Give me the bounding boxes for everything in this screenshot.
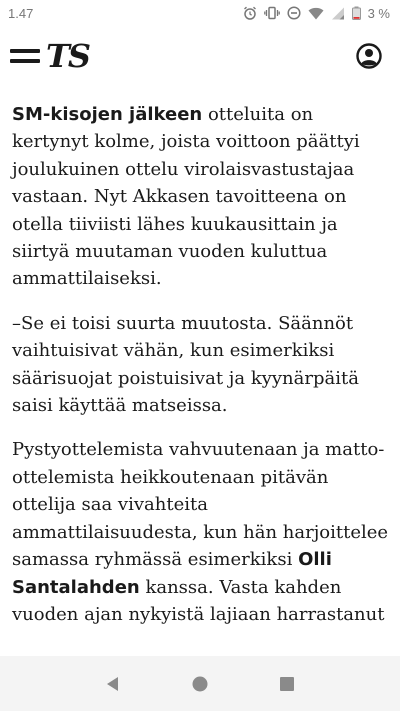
battery-percent: 3 % bbox=[367, 5, 390, 21]
recents-button[interactable] bbox=[267, 664, 307, 704]
status-time: 1.47 bbox=[8, 5, 34, 21]
back-button[interactable] bbox=[93, 664, 133, 704]
status-icons bbox=[243, 6, 390, 21]
app-bar bbox=[0, 26, 400, 86]
paragraph-text: Pystyottelemista vahvuutenaan ja matto-ottelemista heikkoutenaan pitävän ottelija saa vivahteita ammattilaisuudesta, kun hän harjoittelee samassa ryhmässä esimerkiksi bbox=[12, 439, 389, 571]
home-circle-icon bbox=[191, 675, 209, 693]
recents-square-icon bbox=[278, 675, 296, 693]
bold-lead: SM-kisojen jälkeen bbox=[12, 104, 203, 125]
paragraph-text: otteluita on kertynyt kolme, joista voittoon päättyi joulukuinen ottelu virolaisvastustajaa vastaan. Nyt Akkasen tavoitteena on otella tiiviisti lähes kuukausittain ja siirtyä muutaman vuoden kuluttua ammattilaiseksi. bbox=[12, 104, 360, 290]
ts-logo[interactable]: TS bbox=[46, 37, 89, 75]
menu-icon[interactable] bbox=[10, 45, 40, 67]
paragraph-text: kanssa. Vasta kahden vuoden ajan nykyistä lajiaan harrastanut bbox=[12, 576, 385, 625]
article-paragraph-1 bbox=[12, 101, 392, 293]
account-icon[interactable] bbox=[356, 43, 382, 69]
alarm-icon bbox=[243, 6, 257, 20]
do-not-disturb-icon bbox=[287, 6, 301, 20]
back-triangle-icon bbox=[104, 675, 122, 693]
article-body bbox=[12, 101, 392, 645]
article-paragraph-2: –Se ei toisi suurta muutosta. Säännöt vaihtuisivat vähän, kun esimerkiksi säärisuojat poistuisivat ja kyynärpäitä saisi käyttää matseissa. bbox=[12, 312, 359, 417]
vibrate-icon bbox=[264, 6, 280, 20]
battery-icon bbox=[352, 6, 361, 20]
bold-name: Olli Santalahden bbox=[12, 549, 332, 598]
signal-icon bbox=[331, 7, 345, 20]
status-bar bbox=[0, 0, 400, 26]
navigation-bar bbox=[0, 656, 400, 711]
brand bbox=[10, 37, 89, 75]
article-paragraph-3 bbox=[12, 436, 392, 628]
home-button[interactable] bbox=[180, 664, 220, 704]
wifi-icon bbox=[308, 7, 324, 20]
